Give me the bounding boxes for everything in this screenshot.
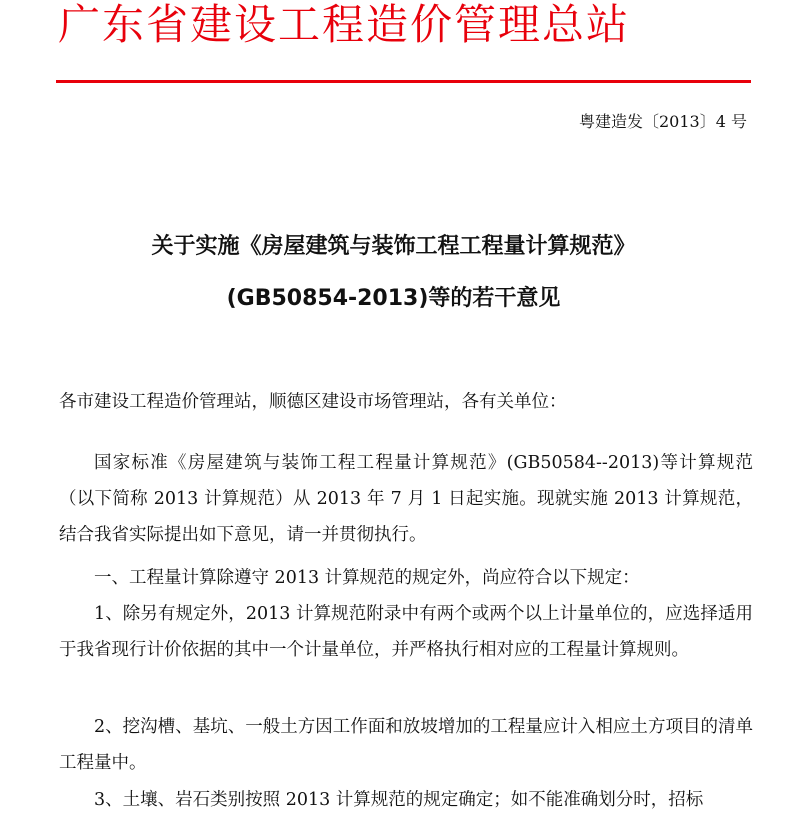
- sub-item-3: 3、土壤、岩石类别按照 2013 计算规范的规定确定；如不能准确划分时，招标: [94, 790, 704, 810]
- section-heading-1: 一、工程量计算除遵守 2013 计算规范的规定外，尚应符合以下规定：: [94, 568, 640, 588]
- document-title-line-1: 关于实施《房屋建筑与装饰工程工程量计算规范》: [151, 234, 636, 259]
- document-title-line-2: (GB50854-2013)等的若干意见: [226, 286, 561, 311]
- intro-paragraph: 国家标准《房屋建筑与装饰工程工程量计算规范》(GB50584--2013)等计算规范（以下简称 2013 计算规范）从 2013 年 7 月 1 日起实施。现就实施 2013 计算规范，结合我省实际提出如下意见，请一并贯彻执行。: [59, 453, 753, 545]
- red-divider-line: [56, 80, 751, 83]
- organization-masthead: 广东省建设工程造价管理总站: [58, 0, 631, 49]
- document-number: 粤建造发〔2013〕4 号: [579, 112, 747, 131]
- salutation: 各市建设工程造价管理站，顺德区建设市场管理站，各有关单位：: [59, 392, 567, 412]
- sub-item-2: 2、挖沟槽、基坑、一般土方因工作面和放坡增加的工程量应计入相应土方项目的清单工程量中。: [59, 717, 753, 773]
- sub-item-1: 1、除另有规定外，2013 计算规范附录中有两个或两个以上计量单位的，应选择适用于我省现行计价依据的其中一个计量单位，并严格执行相对应的工程量计算规则。: [59, 604, 753, 660]
